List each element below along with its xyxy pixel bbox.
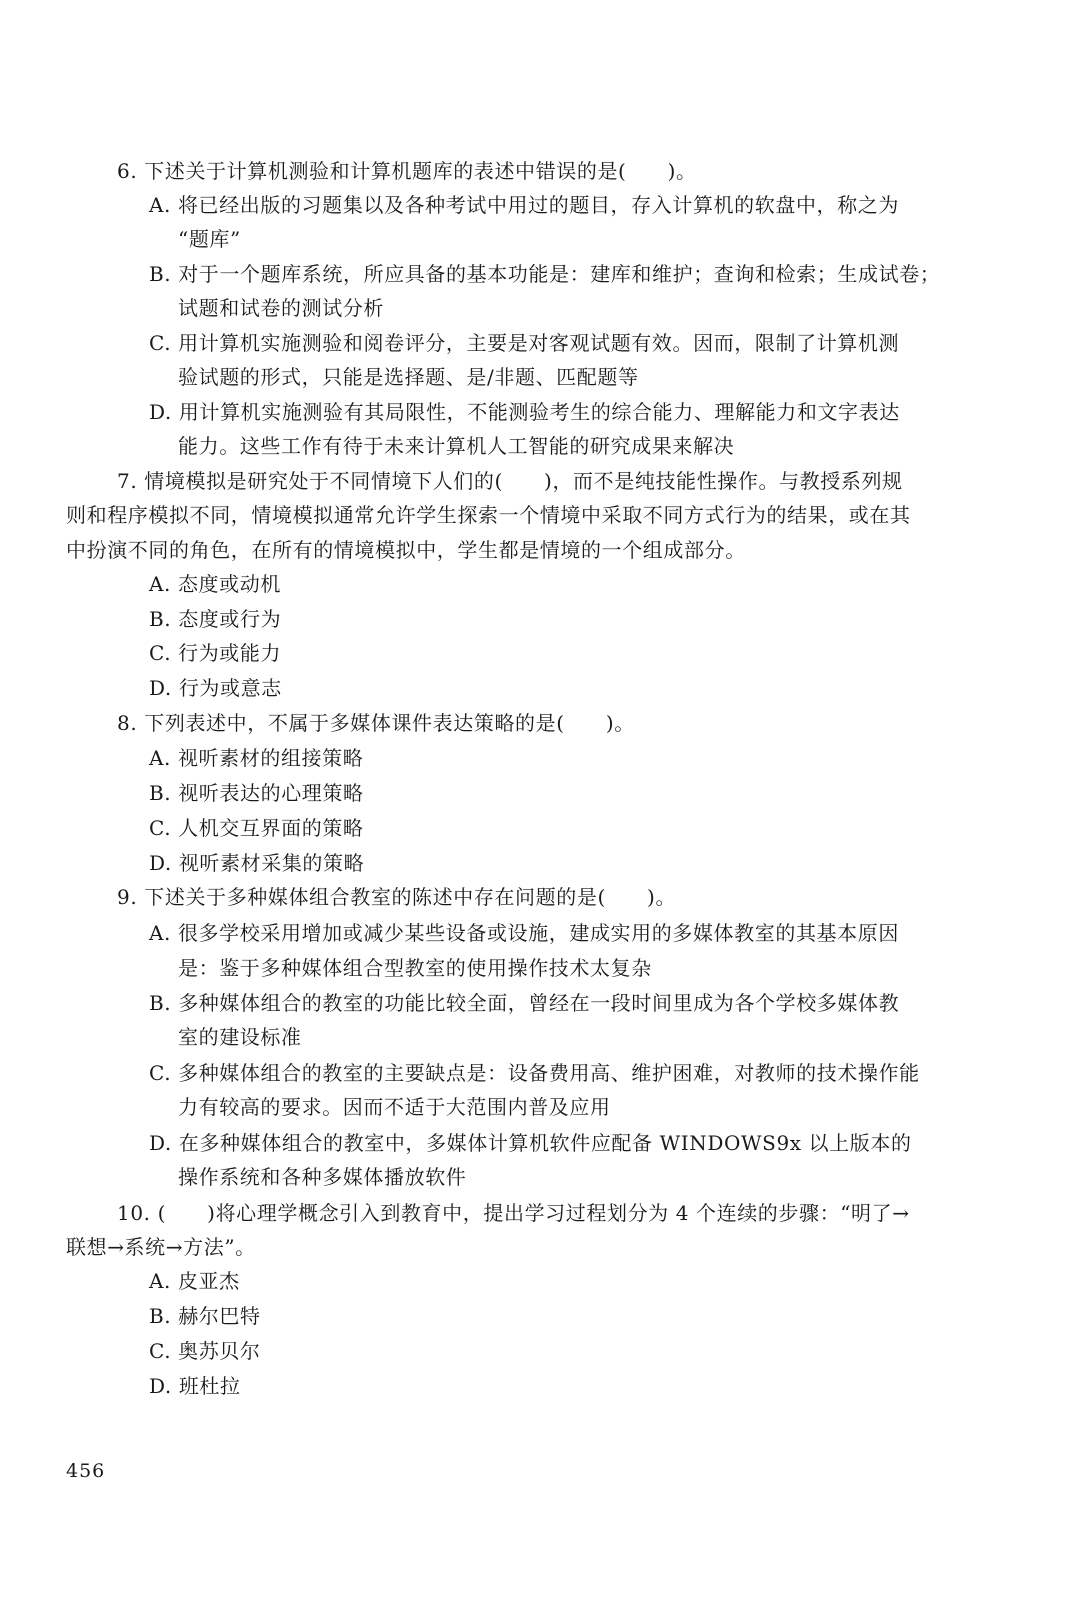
page-number: 456 (66, 1460, 106, 1482)
question-6-option-c-cont: 验试题的形式，只能是选择题、是/非题、匹配题等 (178, 365, 639, 389)
question-6-option-d-cont: 能力。这些工作有待于未来计算机人工智能的研究成果来解决 (178, 434, 735, 458)
question-8-option-d: D. 视听素材采集的策略 (149, 851, 365, 875)
question-10-option-a: A. 皮亚杰 (149, 1269, 240, 1293)
question-8-stem: 8. 下列表述中，不属于多媒体课件表达策略的是( )。 (117, 711, 635, 735)
question-6-option-b: B. 对于一个题库系统，所应具备的基本功能是：建库和维护；查询和检索；生成试卷； (149, 262, 941, 286)
question-6-option-d: D. 用计算机实施测验有其局限性，不能测验考生的综合能力、理解能力和文字表达 (149, 400, 900, 424)
question-10-option-b: B. 赫尔巴特 (149, 1304, 261, 1328)
question-7-option-a: A. 态度或动机 (149, 572, 281, 596)
question-7-stem-cont-2: 中扮演不同的角色，在所有的情境模拟中，学生都是情境的一个组成部分。 (66, 538, 746, 562)
question-9-option-d-cont: 操作系统和各种多媒体播放软件 (178, 1165, 467, 1189)
question-9-option-b: B. 多种媒体组合的教室的功能比较全面，曾经在一段时间里成为各个学校多媒体教 (149, 991, 900, 1015)
question-9-option-d: D. 在多种媒体组合的教室中，多媒体计算机软件应配备 WINDOWS9x 以上版本的 (149, 1131, 912, 1155)
question-6-option-b-cont: 试题和试卷的测试分析 (178, 296, 384, 320)
question-9-option-a: A. 很多学校采用增加或减少某些设备或设施，建成实用的多媒体教室的其基本原因 (149, 921, 899, 945)
question-10-option-c: C. 奥苏贝尔 (149, 1339, 261, 1363)
question-7-option-d: D. 行为或意志 (149, 676, 282, 700)
question-8-option-a: A. 视听素材的组接策略 (149, 746, 364, 770)
question-9-stem: 9. 下述关于多种媒体组合教室的陈述中存在问题的是( )。 (117, 885, 677, 909)
question-6-stem: 6. 下述关于计算机测验和计算机题库的表述中错误的是( )。 (117, 159, 697, 183)
question-9-option-a-cont: 是：鉴于多种媒体组合型教室的使用操作技术太复杂 (178, 956, 652, 980)
question-6-option-a-cont: “题库” (178, 227, 241, 251)
question-10-option-d: D. 班杜拉 (149, 1374, 241, 1398)
question-6-option-c: C. 用计算机实施测验和阅卷评分，主要是对客观试题有效。因而，限制了计算机测 (149, 331, 900, 355)
question-7-stem-cont-1: 则和程序模拟不同，情境模拟通常允许学生探索一个情境中采取不同方式行为的结果，或在其 (66, 503, 911, 527)
question-9-option-b-cont: 室的建设标准 (178, 1025, 302, 1049)
question-10-stem-cont: 联想→系统→方法”。 (66, 1235, 256, 1259)
question-6-option-a: A. 将已经出版的习题集以及各种考试中用过的题目，存入计算机的软盘中，称之为 (149, 193, 899, 217)
question-7-stem: 7. 情境模拟是研究处于不同情境下人们的( )，而不是纯技能性操作。与教授系列规 (117, 469, 903, 493)
question-8-option-b: B. 视听表达的心理策略 (149, 781, 364, 805)
question-9-option-c: C. 多种媒体组合的教室的主要缺点是：设备费用高、维护困难，对教师的技术操作能 (149, 1061, 920, 1085)
question-7-option-b: B. 态度或行为 (149, 607, 282, 631)
question-10-stem: 10. ( )将心理学概念引入到教育中，提出学习过程划分为 4 个连续的步骤：“明了→ (117, 1201, 910, 1225)
question-9-option-c-cont: 力有较高的要求。因而不适于大范围内普及应用 (178, 1095, 611, 1119)
question-7-option-c: C. 行为或能力 (149, 641, 282, 665)
question-8-option-c: C. 人机交互界面的策略 (149, 816, 364, 840)
